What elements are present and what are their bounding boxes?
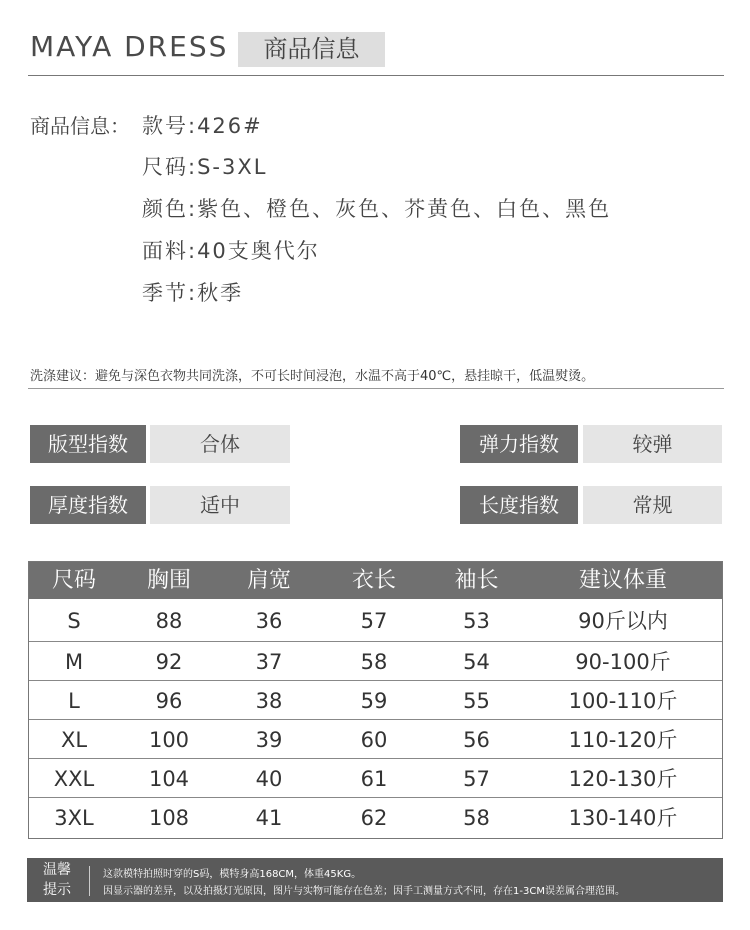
cell-weight: 120-130斤 [568, 767, 678, 791]
size-range: 尺码:S-3XL [142, 155, 268, 179]
style-number: 款号:426# [142, 114, 263, 138]
cell-chest: 88 [155, 609, 183, 633]
cell-chest: 100 [148, 728, 190, 752]
cell-size: L [68, 689, 80, 713]
cell-weight: 130-140斤 [568, 806, 678, 830]
fit-index-label: 版型指数 [30, 425, 146, 463]
header-length: 衣长 [351, 568, 396, 593]
tip-separator [89, 866, 90, 896]
cell-sleeve: 54 [463, 650, 490, 674]
wash-divider [28, 388, 724, 389]
tip-title [33, 860, 81, 900]
season: 季节:秋季 [142, 281, 244, 305]
thickness-index-label: 厚度指数 [30, 486, 146, 524]
cell-size: M [64, 650, 84, 674]
cell-length: 59 [360, 689, 388, 713]
cell-length: 62 [360, 806, 388, 830]
cell-sleeve: 57 [463, 767, 490, 791]
cell-length: 58 [360, 650, 388, 674]
elasticity-index-label: 弹力指数 [460, 425, 578, 463]
cell-shoulder: 39 [255, 728, 283, 752]
header-sleeve: 袖长 [454, 568, 499, 593]
cell-chest: 92 [155, 650, 183, 674]
cell-sleeve: 56 [463, 728, 490, 752]
tip-title-line-1: 温馨 [43, 862, 71, 878]
header-shoulder: 肩宽 [246, 568, 291, 593]
wash-instructions: 洗涤建议：避免与深色衣物共同洗涤，不可长时间浸泡，水温不高于40℃，悬挂晾干，低温熨烫。 [30, 369, 595, 384]
cell-chest: 108 [148, 806, 190, 830]
section-tag: 商品信息 [238, 32, 385, 67]
cell-weight: 90斤以内 [578, 609, 668, 633]
cell-length: 61 [360, 767, 388, 791]
length-index-label: 长度指数 [460, 486, 578, 524]
length-index-value: 常规 [583, 486, 722, 524]
cell-sleeve: 58 [463, 806, 490, 830]
header-chest: 胸围 [146, 568, 191, 593]
table-row [29, 681, 722, 721]
elasticity-index-value: 较弹 [583, 425, 722, 463]
table-row [29, 642, 722, 682]
cell-shoulder: 40 [255, 767, 283, 791]
cell-weight: 110-120斤 [568, 728, 678, 752]
header-divider [28, 75, 724, 76]
cell-size: XL [60, 728, 88, 752]
colors: 颜色:紫色、橙色、灰色、芥黄色、白色、黑色 [142, 197, 612, 221]
tip-banner [27, 858, 723, 902]
size-table [28, 561, 723, 839]
cell-chest: 96 [155, 689, 183, 713]
cell-sleeve: 55 [463, 689, 490, 713]
cell-sleeve: 53 [463, 609, 490, 633]
thickness-index-value: 适中 [150, 486, 290, 524]
table-row [29, 720, 722, 760]
tip-model-note: 这款模特拍照时穿的S码，模特身高168CM，体重45KG。 [103, 869, 362, 880]
fit-index-value: 合体 [150, 425, 290, 463]
cell-shoulder: 41 [255, 806, 283, 830]
tip-title-line-2: 提示 [43, 882, 71, 898]
cell-shoulder: 38 [255, 689, 283, 713]
header-weight: 建议体重 [578, 568, 667, 593]
product-info-label: 商品信息： [30, 114, 130, 138]
brand-title: MAYA DRESS [30, 30, 229, 63]
cell-chest: 104 [148, 767, 190, 791]
cell-size: XXL [53, 767, 95, 791]
cell-shoulder: 37 [255, 650, 283, 674]
cell-shoulder: 36 [255, 609, 283, 633]
table-row [29, 798, 722, 838]
table-row [29, 759, 722, 799]
cell-weight: 90-100斤 [575, 650, 671, 674]
cell-length: 60 [360, 728, 388, 752]
tip-disclaimer: 因显示器的差异，以及拍摄灯光原因，图片与实物可能存在色差；因手工测量方式不同，存在1-3CM误差属合理范围。 [103, 886, 625, 897]
fabric: 面料:40支奥代尔 [142, 239, 320, 263]
table-header [29, 562, 722, 599]
table-row [29, 601, 722, 641]
header-size: 尺码 [51, 568, 96, 593]
cell-size: S [67, 609, 81, 633]
cell-size: 3XL [54, 806, 94, 830]
cell-weight: 100-110斤 [568, 689, 678, 713]
cell-length: 57 [360, 609, 388, 633]
